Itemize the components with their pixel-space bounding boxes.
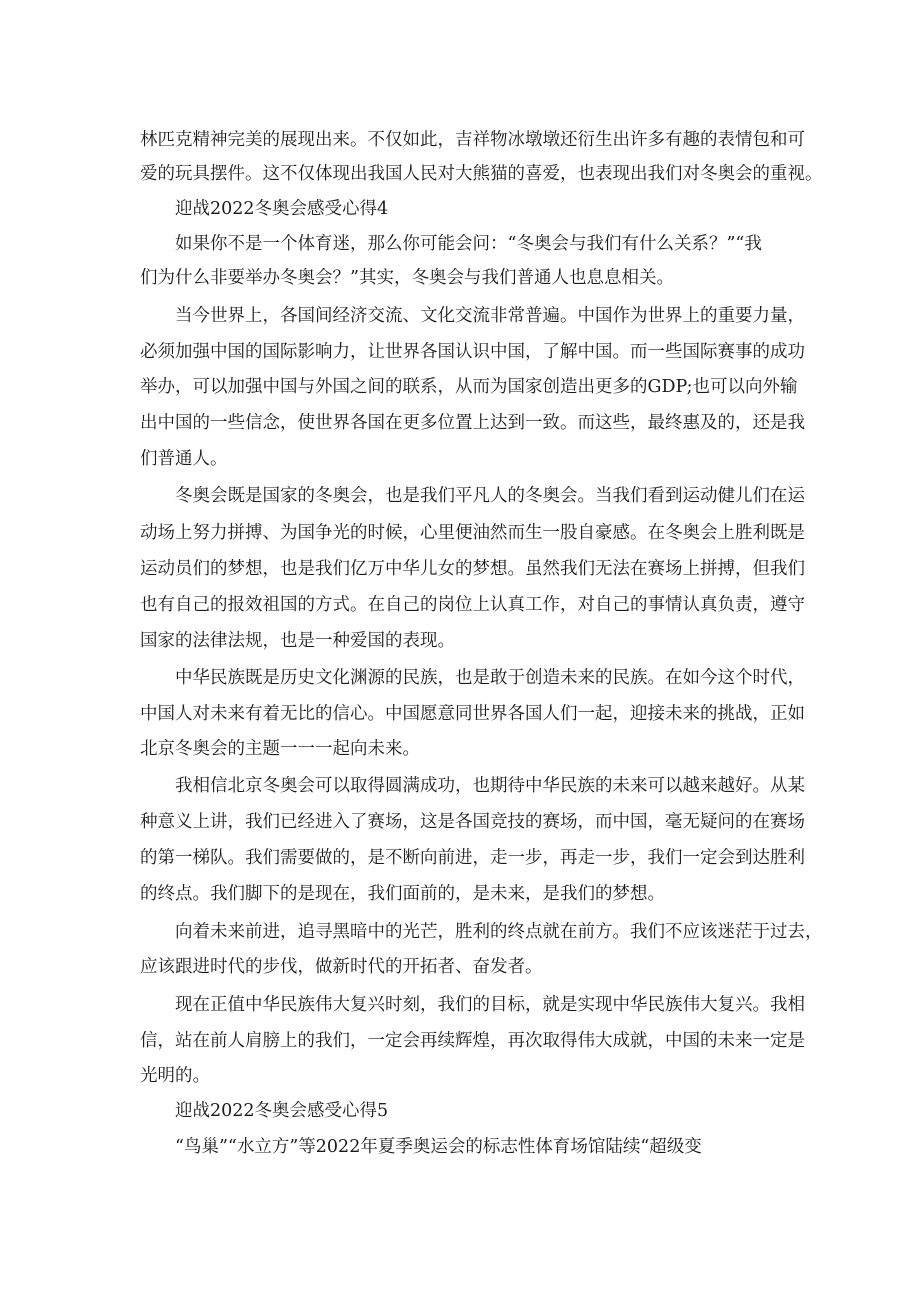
paragraph-line: 现在正值中华民族伟大复兴时刻，我们的目标，就是实现中华民族伟大复兴。我相 [175,995,805,1015]
paragraph-line: 举办，可以加强中国与外国之间的联系，从而为国家创造出更多的GDP;也可以向外输 [140,377,798,397]
paragraph-line: “鸟巢”“水立方”等2022年夏季奥运会的标志性体育场馆陆续“超级变 [175,1137,702,1157]
paragraph-line: 必须加强中国的国际影响力，让世界各国认识中国，了解中国。而一些国际赛事的成功 [140,342,805,362]
paragraph-line: 国家的法律法规，也是一种爱国的表现。 [140,631,455,651]
paragraph-line: 应该跟进时代的步伐，做新时代的开拓者、奋发者。 [140,957,543,977]
paragraph-line: 出中国的一些信念，使世界各国在更多位置上达到一致。而这些，最终惠及的，还是我 [140,413,805,433]
paragraph-line: 林匹克精神完美的展现出来。不仅如此，吉祥物冰墩墩还衍生出许多有趣的表情包和可 [140,130,805,150]
paragraph-line: 爱的玩具摆件。这不仅体现出我国人民对大熊猫的喜爱，也表现出我们对冬奥会的重视。 [140,164,823,184]
paragraph-line: 信，站在前人肩膀上的我们，一定会再续辉煌，再次取得伟大成就，中国的未来一定是 [140,1031,805,1051]
paragraph-line: 运动员们的梦想，也是我们亿万中华儿女的梦想。虽然我们无法在赛场上拼搏，但我们 [140,559,805,579]
paragraph-line: 向着未来前进，追寻黑暗中的光芒，胜利的终点就在前方。我们不应该迷茫于过去， [175,922,823,942]
section-heading: 迎战2022冬奥会感受心得4 [175,199,389,219]
paragraph-line: 们为什么非要举办冬奥会？”其实，冬奥会与我们普通人也息息相关。 [140,268,674,288]
paragraph-line: 种意义上讲，我们已经进入了赛场，这是各国竞技的赛场，而中国，毫无疑问的在赛场 [140,812,805,832]
paragraph-line: 们普通人。 [140,449,228,469]
paragraph-line: 如果你不是一个体育迷，那么你可能会问：“冬奥会与我们有什么关系？”“我 [175,234,762,254]
paragraph-line: 的第一梯队。我们需要做的，是不断向前进，走一步，再走一步，我们一定会到达胜利 [140,848,805,868]
paragraph-line: 也有自己的报效祖国的方式。在自己的岗位上认真工作，对自己的事情认真负责，遵守 [140,595,805,615]
paragraph-line: 光明的。 [140,1066,210,1086]
paragraph-line: 的终点。我们脚下的是现在，我们面前的，是未来，是我们的梦想。 [140,884,665,904]
paragraph-line: 动场上努力拼搏、为国争光的时候，心里便油然而生一股自豪感。在冬奥会上胜利既是 [140,523,805,543]
section-heading: 迎战2022冬奥会感受心得5 [175,1101,389,1121]
paragraph-line: 我相信北京冬奥会可以取得圆满成功，也期待中华民族的未来可以越来越好。从某 [175,776,805,796]
paragraph-line: 当今世界上，各国间经济交流、文化交流非常普遍。中国作为世界上的重要力量， [175,306,805,326]
paragraph-line: 北京冬奥会的主题一一一起向未来。 [140,739,420,759]
paragraph-line: 中华民族既是历史文化渊源的民族，也是敢于创造未来的民族。在如今这个时代， [175,668,805,688]
paragraph-line: 冬奥会既是国家的冬奥会，也是我们平凡人的冬奥会。当我们看到运动健儿们在运 [175,486,805,506]
paragraph-line: 中国人对未来有着无比的信心。中国愿意同世界各国人们一起，迎接未来的挑战，正如 [140,704,805,724]
